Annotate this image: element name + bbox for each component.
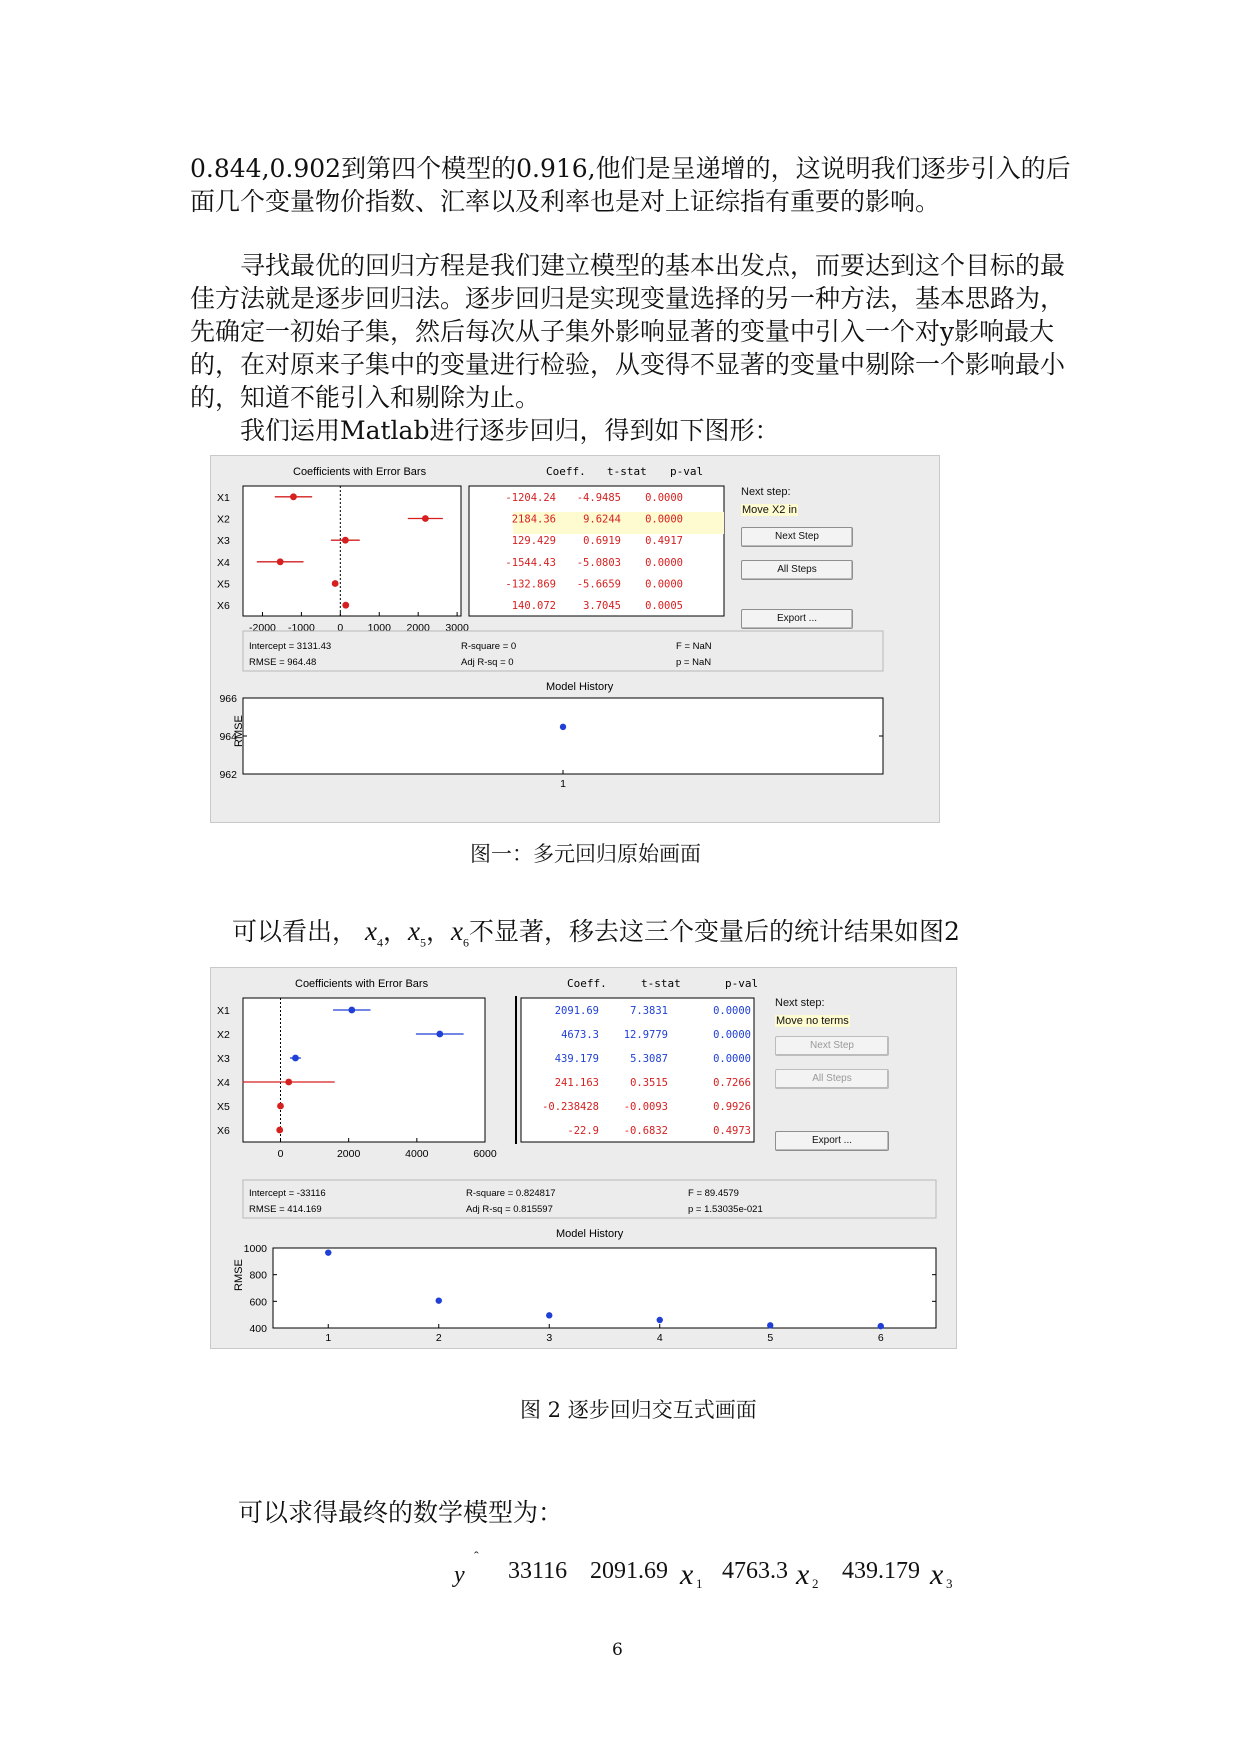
row-label: X2 [217, 513, 230, 526]
pval-value: 0.0000 [645, 491, 683, 504]
p2-line4: 的，在对原来子集中的变量进行检验，从变得不显著的变量中剔除一个影响最小 [190, 350, 1066, 379]
x-tick-label: 1 [325, 1332, 332, 1344]
coeff-value: 2091.69 [554, 1005, 599, 1017]
tstat-value: 0.3515 [630, 1077, 668, 1089]
formula-term-2: 2091.69 [590, 1558, 668, 1584]
x-tick-label: 1 [560, 778, 566, 790]
coef-point [342, 537, 349, 544]
stat-f-2: F = 89.4579 [688, 1188, 739, 1199]
pval-value: 0.0000 [713, 1005, 751, 1017]
row-label: X6 [217, 600, 230, 613]
row-label: X3 [217, 1053, 230, 1065]
coef-point [292, 1055, 299, 1062]
stat-p-2: p = 1.53035e-021 [688, 1204, 763, 1215]
coef-point [422, 515, 429, 522]
x-tick-label: 4 [656, 1332, 663, 1344]
stats-box [243, 631, 883, 671]
next-step-button[interactable]: Next Step [741, 527, 853, 547]
x-tick-label: 3 [546, 1332, 553, 1344]
row-label: X3 [217, 535, 230, 548]
x-tick-label: 6 [877, 1332, 884, 1344]
tstat-value: 5.3087 [630, 1053, 668, 1065]
formula-var-2: x [796, 1558, 810, 1591]
history-point[interactable] [560, 724, 566, 730]
stat-intercept-2: Intercept = -33116 [249, 1188, 326, 1199]
coeff-value: -132.869 [505, 578, 556, 591]
p1-line2: 面几个变量物价指数、汇率以及利率也是对上证综指有重要的影响。 [190, 187, 941, 216]
tstat-value: -5.6659 [576, 578, 621, 591]
x-tick-label: -2000 [249, 622, 276, 634]
tstat-value: 7.3831 [630, 1005, 668, 1017]
stats-box-2 [243, 1180, 936, 1218]
stat-rsquare: R-square = 0 [461, 641, 517, 652]
y-tick-label: 1000 [243, 1243, 267, 1255]
row-label: X4 [217, 556, 230, 569]
paragraph-2 [190, 249, 1066, 447]
history-title: Model History [546, 681, 614, 693]
p3-line1: 我们运用Matlab进行逐步回归，得到如下图形： [190, 416, 780, 445]
row-label: X1 [217, 1005, 230, 1017]
col-pval-2: p-val [725, 977, 759, 990]
formula-var-3: x [930, 1558, 944, 1591]
tstat-value: 3.7045 [583, 600, 621, 613]
x-tick-label: 2000 [406, 622, 430, 634]
figure-1 [210, 455, 940, 823]
stat-adjrsq: Adj R-sq = 0 [461, 657, 514, 668]
x-tick-label: 2000 [336, 1148, 361, 1160]
x-tick-label: 0 [277, 1148, 284, 1160]
coeff-value: -0.238428 [542, 1101, 599, 1113]
formula-term-4: 439.179 [842, 1558, 920, 1584]
figure-1-canvas [211, 456, 939, 822]
x-tick-label: -1000 [287, 622, 315, 634]
tstat-value: 9.6244 [583, 513, 621, 526]
row-label: X2 [217, 1029, 230, 1041]
tstat-value: -0.6832 [623, 1125, 668, 1137]
figure-2-caption: 图 2 逐步回归交互式画面 [520, 1398, 757, 1422]
paragraph-1 [190, 152, 1071, 218]
coeff-value: 4673.3 [561, 1029, 599, 1041]
row-label: X1 [217, 491, 230, 504]
y-tick-label: 962 [219, 769, 237, 781]
x-tick-label: 1000 [367, 622, 391, 634]
tstat-value: 12.9779 [623, 1029, 668, 1041]
history-ylabel-2: RMSE [233, 1259, 245, 1291]
coeff-value: 2184.36 [511, 513, 556, 526]
coef-point [285, 1079, 292, 1086]
formula-sub-3: 3 [946, 1576, 953, 1591]
export-button[interactable]: Export ... [741, 609, 853, 629]
var-x6: $x_6$ [451, 916, 469, 950]
row-label: X5 [217, 578, 230, 591]
pval-value: 0.0000 [713, 1053, 751, 1065]
history-ylabel: RMSE [233, 715, 245, 747]
x-tick-label: 5 [767, 1332, 774, 1344]
history-point[interactable] [657, 1317, 663, 1323]
pval-value: 0.0000 [713, 1029, 751, 1041]
tstat-value: -5.0803 [576, 556, 621, 569]
stat-f: F = NaN [676, 641, 712, 652]
next-step-value-2: Move no terms [776, 1015, 849, 1027]
figure-2 [210, 967, 957, 1349]
coeff-value: 140.072 [511, 600, 556, 613]
figure-1-caption: 图一：多元回归原始画面 [470, 842, 701, 866]
y-tick-label: 964 [219, 731, 237, 743]
coeff-value: 439.179 [554, 1053, 599, 1065]
coef-axes-2 [243, 998, 485, 1142]
y-tick-label: 800 [249, 1269, 267, 1282]
coeff-value: 241.163 [554, 1077, 599, 1089]
tstat-value: -0.0093 [623, 1101, 668, 1113]
paragraph-5 [238, 1496, 1108, 1529]
y-tick-label: 600 [249, 1296, 267, 1309]
stat-rmse: RMSE = 964.48 [249, 657, 317, 668]
col-coeff: Coeff. [546, 465, 586, 478]
tstat-value: 0.6919 [583, 535, 621, 548]
history-axes-2 [273, 1248, 936, 1328]
pval-value: 0.7266 [713, 1077, 751, 1089]
coeff-value: 129.429 [511, 535, 556, 548]
coef-axes [243, 486, 461, 616]
all-steps-button[interactable]: All Steps [741, 560, 853, 580]
coeff-value: -22.9 [567, 1125, 599, 1137]
col-tstat: t-stat [607, 465, 647, 478]
pval-value: 0.0000 [645, 513, 683, 526]
coef-point [277, 1103, 284, 1110]
p1-line1: 0.844,0.902到第四个模型的0.916,他们是呈递增的，这说明我们逐步引入的后 [190, 154, 1071, 183]
coef-point [290, 493, 297, 500]
formula-y: y [454, 1562, 465, 1588]
x-tick-label: 0 [337, 622, 344, 634]
history-point[interactable] [878, 1323, 884, 1329]
p4-sep2: ， [426, 917, 452, 946]
coef-point [277, 558, 284, 565]
history-point[interactable] [767, 1322, 773, 1328]
coef-point [348, 1007, 355, 1014]
coef-point [332, 580, 339, 587]
formula-sub-1: 1 [696, 1576, 703, 1591]
formula-term-1: 33116 [508, 1558, 568, 1584]
row-label: X6 [217, 1125, 230, 1137]
p2-line3: 先确定一初始子集，然后每次从子集外影响显著的变量中引入一个对y影响最大 [190, 317, 1055, 346]
formula-hat: ˆ [474, 1550, 479, 1565]
coef-panel-title: Coefficients with Error Bars [293, 466, 427, 478]
row-label: X4 [217, 1077, 230, 1089]
y-tick-label: 966 [219, 693, 237, 705]
next-step-value: Move X2 in [742, 504, 798, 516]
coef-panel-title-2: Coefficients with Error Bars [295, 978, 429, 990]
x-tick-label: 6000 [473, 1148, 497, 1160]
var-x4: $x_4$ [365, 916, 383, 950]
row-label: X5 [217, 1101, 230, 1113]
history-point[interactable] [546, 1312, 552, 1318]
all-steps-button-2[interactable]: All Steps [775, 1069, 889, 1089]
formula-sub-2: 2 [812, 1576, 819, 1591]
pval-value: 0.9926 [713, 1101, 751, 1113]
p4-prefix: 可以看出， [232, 917, 358, 946]
col-tstat-2: t-stat [641, 977, 681, 990]
next-step-label-2: Next step: [775, 997, 825, 1009]
history-point[interactable] [436, 1297, 442, 1303]
history-title-2: Model History [556, 1228, 624, 1240]
next-step-button-2[interactable]: Next Step [775, 1036, 889, 1056]
col-pval: p-val [670, 465, 704, 478]
coef-point [276, 1127, 283, 1134]
pval-value: 0.0005 [645, 600, 683, 613]
pval-value: 0.0000 [645, 556, 683, 569]
p2-line1: 寻找最优的回归方程是我们建立模型的基本出发点，而要达到这个目标的最 [190, 251, 1066, 280]
y-tick-label: 400 [249, 1323, 267, 1335]
stat-p: p = NaN [676, 657, 712, 668]
coeff-value: -1544.43 [505, 556, 556, 569]
stat-intercept: Intercept = 3131.43 [249, 641, 332, 652]
pval-value: 0.4917 [645, 535, 683, 548]
coef-point [436, 1031, 443, 1038]
coeff-value: -1204.24 [505, 491, 556, 504]
coef-point [342, 602, 349, 609]
p4-sep1: ， [383, 917, 409, 946]
pval-value: 0.4973 [713, 1125, 751, 1137]
formula-term-3: 4763.3 [722, 1558, 788, 1584]
coef-table-2 [521, 998, 754, 1142]
page-number: 6 [612, 1640, 623, 1660]
x-tick-label: 4000 [405, 1148, 429, 1160]
var-x5: $x_5$ [408, 916, 426, 950]
coef-table [469, 486, 724, 616]
history-point[interactable] [325, 1249, 331, 1255]
p2-line2: 佳方法就是逐步回归法。逐步回归是实现变量选择的另一种方法，基本思路为， [190, 284, 1066, 313]
pval-value: 0.0000 [645, 578, 683, 591]
stat-adjrsq-2: Adj R-sq = 0.815597 [466, 1204, 553, 1215]
tstat-value: -4.9485 [576, 491, 621, 504]
x-tick-label: 3000 [445, 622, 469, 634]
p4-suffix: 不显著，移去这三个变量后的统计结果如图2 [469, 917, 960, 946]
col-coeff-2: Coeff. [567, 977, 607, 990]
p2-line5: 的，知道不能引入和剔除为止。 [190, 383, 541, 412]
stat-rsquare-2: R-square = 0.824817 [466, 1188, 556, 1199]
x-tick-label: 2 [435, 1332, 442, 1344]
export-button-2[interactable]: Export ... [775, 1131, 889, 1151]
history-axes [243, 698, 883, 774]
stat-rmse-2: RMSE = 414.169 [249, 1204, 322, 1215]
paragraph-4 [232, 912, 960, 950]
formula-var-1: x [680, 1558, 694, 1591]
next-step-label: Next step: [741, 486, 791, 498]
p5-line: 可以求得最终的数学模型为： [238, 1498, 564, 1527]
